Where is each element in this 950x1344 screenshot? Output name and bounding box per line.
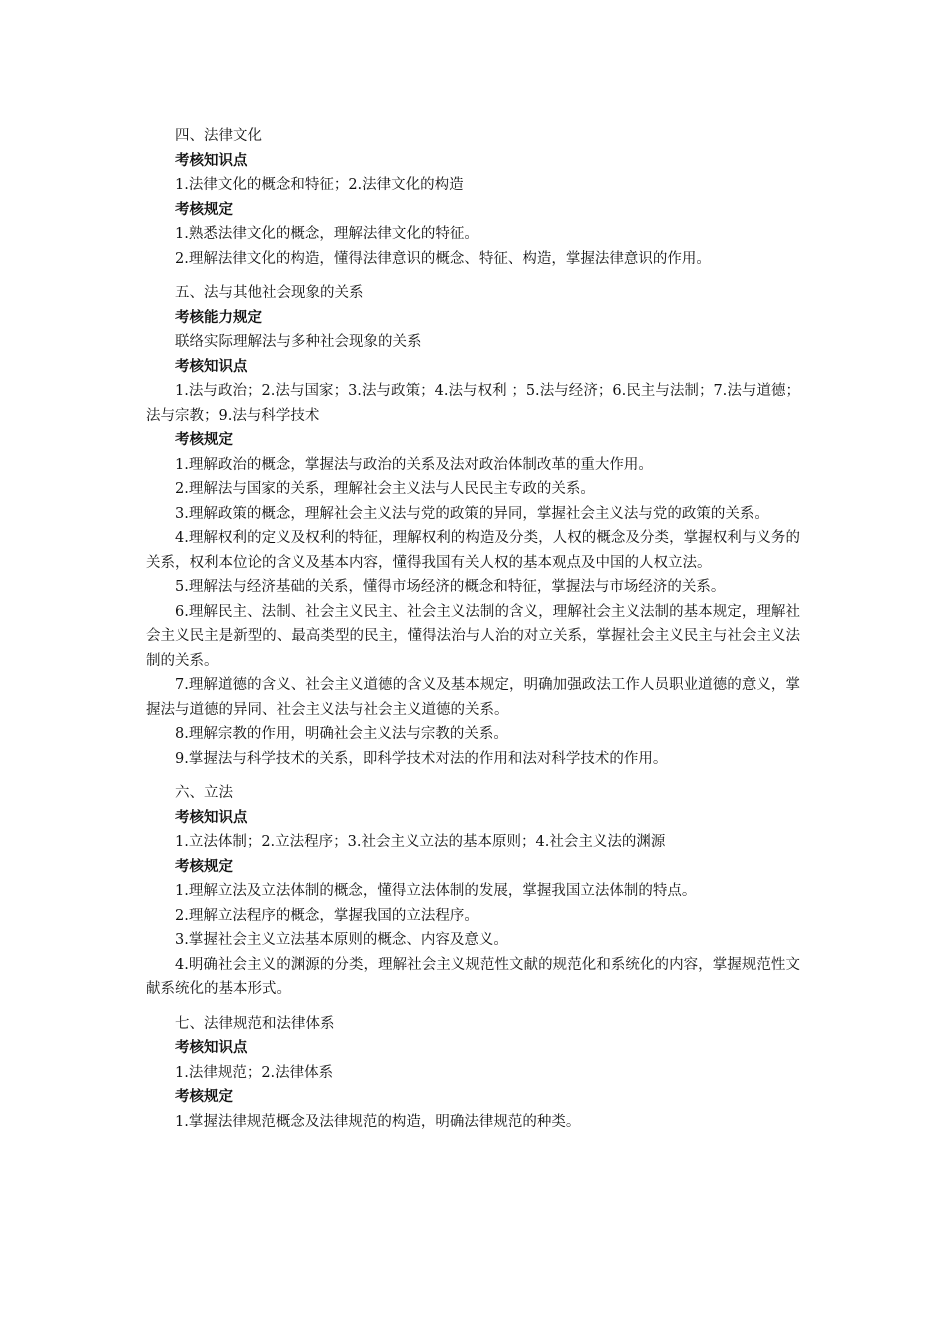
- rule-item: 2.理解法与国家的关系，理解社会主义法与人民民主专政的关系。: [175, 481, 595, 497]
- knowledge-points: 1.法律文化的概念和特征；2.法律文化的构造: [175, 177, 464, 193]
- rule-item: 2.理解法律文化的构造，懂得法律意识的概念、特征、构造，掌握法律意识的作用。: [175, 250, 711, 267]
- rule-item: 5.理解法与经济基础的关系，懂得市场经济的概念和特征，掌握法与市场经济的关系。: [175, 579, 726, 595]
- rule-item: 1.理解立法及立法体制的概念，懂得立法体制的发展，掌握我国立法体制的特点。: [175, 883, 697, 899]
- section-heading: 五、法与其他社会现象的关系: [175, 285, 364, 301]
- ability-label: 考核能力规定: [175, 308, 262, 326]
- knowledge-label: 考核知识点: [175, 151, 248, 169]
- knowledge-label: 考核知识点: [175, 1039, 248, 1056]
- section-heading: 七、法律规范和法律体系: [175, 1015, 335, 1032]
- rule-item: 6.理解民主、法制、社会主义民主、社会主义法制的含义，理解社会主义法制的基本规定，理解社会主义民主是新型的、最高类型的民主，懂得法治与人治的对立关系，掌握社会主义民主与社会主义法制的关系。: [146, 603, 800, 669]
- rules-label: 考核规定: [175, 857, 233, 875]
- rule-item: 4.理解权利的定义及权利的特征，理解权利的构造及分类，人权的概念及分类，掌握权利与义务的关系，权利本位论的含义及基本内容，懂得我国有关人权的基本观点及中国的人权立法。: [146, 530, 800, 571]
- rules-label: 考核规定: [175, 200, 233, 218]
- knowledge-label: 考核知识点: [175, 808, 248, 826]
- rule-item: 7.理解道德的含义、社会主义道德的含义及基本规定，明确加强政法工作人员职业道德的意义，掌握法与道德的异同、社会主义法与社会主义道德的关系。: [146, 677, 800, 718]
- rules-label: 考核规定: [175, 431, 233, 448]
- rule-item: 2.理解立法程序的概念，掌握我国的立法程序。: [175, 907, 479, 924]
- section-heading: 六、立法: [175, 785, 233, 801]
- rule-item: 1.掌握法律规范概念及法律规范的构造，明确法律规范的种类。: [175, 1113, 581, 1130]
- rule-item: 4.明确社会主义的渊源的分类，理解社会主义规范性文献的规范化和系统化的内容，掌握规范性文献系统化的基本形式。: [146, 956, 800, 997]
- knowledge-label: 考核知识点: [175, 357, 248, 375]
- section-legal-culture: [146, 124, 800, 271]
- section-legislation: [146, 781, 800, 1002]
- rule-item: 1.熟悉法律文化的概念，理解法律文化的特征。: [175, 226, 479, 242]
- section-heading: 四、法律文化: [175, 128, 262, 144]
- knowledge-points: 1.法与政治；2.法与国家；3.法与政策；4.法与权利 ；5.法与经济；6.民主与法制；7.法与道德；法与宗教；9.法与科学技术: [146, 383, 800, 424]
- rule-item: 1.理解政治的概念，掌握法与政治的关系及法对政治体制改革的重大作用。: [175, 456, 653, 473]
- rule-item: 9.掌握法与科学技术的关系，即科学技术对法的作用和法对科学技术的作用。: [175, 750, 668, 767]
- knowledge-points: 1.法律规范；2.法律体系: [175, 1064, 334, 1081]
- section-law-and-society: [146, 281, 800, 771]
- rule-item: 3.掌握社会主义立法基本原则的概念、内容及意义。: [175, 932, 508, 948]
- knowledge-points: 1.立法体制；2.立法程序；3.社会主义立法的基本原则；4.社会主义法的渊源: [175, 834, 666, 850]
- rule-item: 3.理解政策的概念，理解社会主义法与党的政策的异同，掌握社会主义法与党的政策的关系。: [175, 505, 769, 522]
- ability-text: 联络实际理解法与多种社会现象的关系: [175, 334, 422, 350]
- rule-item: 8.理解宗教的作用，明确社会主义法与宗教的关系。: [175, 726, 508, 742]
- section-legal-norms: [146, 1012, 800, 1135]
- rules-label: 考核规定: [175, 1088, 233, 1105]
